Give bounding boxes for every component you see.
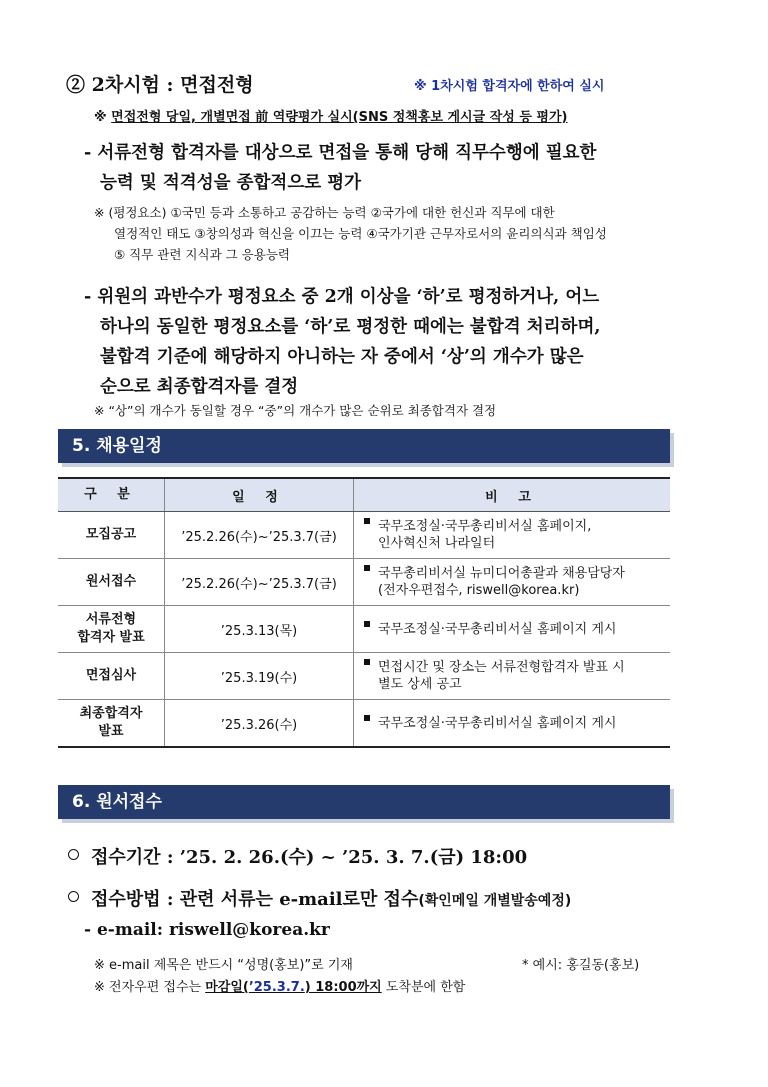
table-row	[58, 700, 670, 748]
interview-section-title: ② 2차시험 : 면접전형	[66, 74, 254, 96]
category-line: 발표	[98, 724, 124, 739]
row-remark	[354, 606, 671, 653]
period-label: 접수기간 :	[91, 847, 180, 868]
email-subject-example: * 예시: 홍길동(홍보)	[522, 958, 640, 973]
table-row	[58, 653, 670, 700]
row-date: ’25.3.26(수)	[165, 700, 354, 748]
remark-line: 면접시간 및 장소는 서류전형합격자 발표 시	[378, 660, 625, 675]
square-bullet-icon	[364, 518, 370, 524]
interview-day-note	[94, 106, 567, 125]
row-date: ’25.3.13(목)	[165, 606, 354, 653]
evaluation-factors	[94, 202, 607, 265]
deadline-date: ’25.3.7.	[248, 980, 305, 995]
application-section-title: 6. 원서접수	[58, 785, 670, 819]
row-remark	[354, 653, 671, 700]
paragraph-line: 하나의 동일한 평정요소를 ‘하’로 평정한 때에는 불합격 처리하며,	[100, 317, 601, 337]
table-row	[58, 606, 670, 653]
square-bullet-icon	[364, 659, 370, 665]
paragraph-line: - 서류전형 합격자를 대상으로 면접을 통해 당해 직무수행에 필요한	[84, 143, 597, 163]
postal-deadline-note	[94, 977, 465, 998]
method-paren: (확인메일 개별발송예정)	[418, 893, 572, 909]
email-subject-note: ※ e-mail 제목은 반드시 “성명(홍보)”로 기재	[94, 958, 353, 973]
row-remark	[354, 700, 671, 748]
row-date: ’25.3.19(수)	[165, 653, 354, 700]
category-line: 합격자 발표	[77, 630, 145, 645]
note-mark: ※	[94, 110, 112, 125]
schedule-section-title: 5. 채용일정	[58, 429, 670, 463]
contact-email: - e-mail: riswell@korea.kr	[84, 920, 330, 940]
table-row	[58, 559, 670, 606]
deadline	[205, 980, 382, 995]
interview-eligibility-note: ※ 1차시험 합격자에 한하여 실시	[414, 79, 605, 94]
circle-bullet-icon	[68, 891, 79, 902]
category-line: 서류전형	[85, 612, 137, 627]
category-line: 최종합격자	[79, 706, 143, 721]
header-date: 일 정	[165, 478, 354, 512]
row-remark	[354, 559, 671, 606]
row-date: ’25.2.26(수)~’25.3.7(금)	[165, 512, 354, 559]
period-value: ’25. 2. 26.(수) ~ ’25. 3. 7.(금) 18:00	[179, 847, 528, 868]
application-period	[68, 843, 527, 869]
paragraph-line: 불합격 기준에 해당하지 아니하는 자 중에서 ‘상’의 개수가 많은	[100, 347, 584, 367]
factors-line: ※ (평정요소) ①국민 등과 소통하고 공감하는 능력 ②국가에 대한 헌신과 직무에 대한	[94, 205, 555, 220]
method-value: 관련 서류는 e-mail로만 접수	[179, 889, 419, 910]
square-bullet-icon	[364, 565, 370, 571]
remark-line: 국무조정실·국무총리비서실 홈페이지 게시	[378, 621, 617, 637]
deadline-label: 마감일(	[205, 980, 249, 995]
tie-break-note: ※ “상”의 개수가 동일할 경우 “중”의 개수가 많은 순위로 최종합격자 결정	[94, 403, 497, 418]
interview-description	[84, 138, 684, 198]
paragraph-line: 순으로 최종합격자를 결정	[100, 377, 299, 397]
deadline-time: ) 18:00까지	[304, 980, 382, 995]
square-bullet-icon	[364, 621, 370, 627]
postal-prefix: ※ 전자우편 접수는	[94, 980, 206, 995]
schedule-table	[58, 477, 670, 748]
method-label: 접수방법 :	[91, 889, 180, 910]
factors-line: 열정적인 태도 ③창의성과 혁신을 이끄는 능력 ④국가기관 근무자로서의 윤리의식과 책임성	[114, 226, 607, 241]
factors-line: ⑤ 직무 관련 지식과 그 응용능력	[114, 247, 290, 262]
row-remark	[354, 512, 671, 559]
remark-line: 국무조정실·국무총리비서실 홈페이지,	[378, 519, 592, 534]
row-category	[58, 700, 165, 748]
row-category: 모집공고	[58, 512, 165, 559]
square-bullet-icon	[364, 715, 370, 721]
row-date: ’25.2.26(수)~’25.3.7(금)	[165, 559, 354, 606]
interview-day-note-text: 면접전형 당일, 개별면접 前 역량평가 실시(SNS 정책홍보 게시글 작성 등 평가)	[111, 110, 568, 125]
remark-line: 국무총리비서실 뉴미디어총괄과 채용담당자	[378, 566, 625, 581]
row-category: 원서접수	[58, 559, 165, 606]
paragraph-line: 능력 및 적격성을 종합적으로 평가	[100, 173, 362, 193]
paragraph-line: - 위원의 과반수가 평정요소 중 2개 이상을 ‘하’로 평정하거나, 어느	[84, 287, 600, 307]
row-category	[58, 606, 165, 653]
pass-criteria	[84, 282, 684, 402]
remark-line: (전자우편접수, riswell@korea.kr)	[378, 583, 580, 598]
remark-line: 인사혁신처 나라일터	[378, 536, 496, 551]
table-header-row	[58, 478, 670, 512]
application-method	[68, 885, 571, 911]
header-category: 구 분	[58, 478, 165, 512]
circle-bullet-icon	[68, 849, 79, 860]
row-category: 면접심사	[58, 653, 165, 700]
remark-line: 별도 상세 공고	[378, 677, 462, 692]
header-remark: 비 고	[354, 478, 671, 512]
table-row	[58, 512, 670, 559]
postal-suffix: 도착분에 한함	[381, 980, 466, 995]
remark-line: 국무조정실·국무총리비서실 홈페이지 게시	[378, 715, 617, 731]
